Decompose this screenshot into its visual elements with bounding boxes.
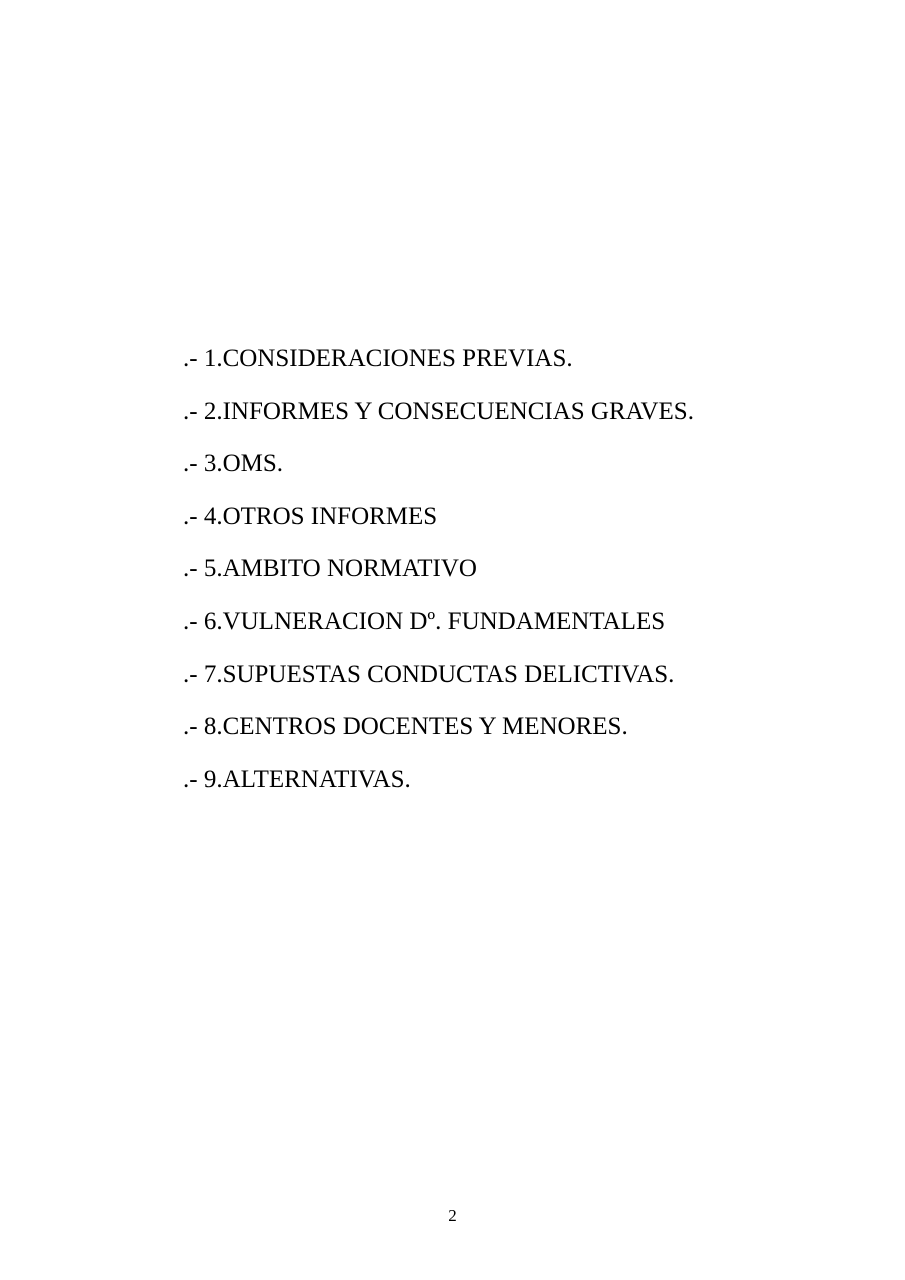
toc-item: .- 7.SUPUESTAS CONDUCTAS DELICTIVAS. xyxy=(183,660,675,688)
toc-item: .- 5.AMBITO NORMATIVO xyxy=(183,555,477,583)
toc-item: .- 9.ALTERNATIVAS. xyxy=(183,765,411,793)
toc-item: .- 1.CONSIDERACIONES PREVIAS. xyxy=(183,345,573,372)
toc-item: .- 6.VULNERACION Dº. FUNDAMENTALES xyxy=(183,607,666,635)
toc-item: .- 8.CENTROS DOCENTES Y MENORES. xyxy=(183,713,628,741)
toc-item: .- 2.INFORMES Y CONSECUENCIAS GRAVES. xyxy=(183,397,694,425)
toc-item: .- 3.OMS. xyxy=(183,450,284,478)
toc-item: .- 4.OTROS INFORMES xyxy=(183,502,438,530)
table-of-contents xyxy=(183,346,694,819)
page-number: 2 xyxy=(448,1206,457,1225)
